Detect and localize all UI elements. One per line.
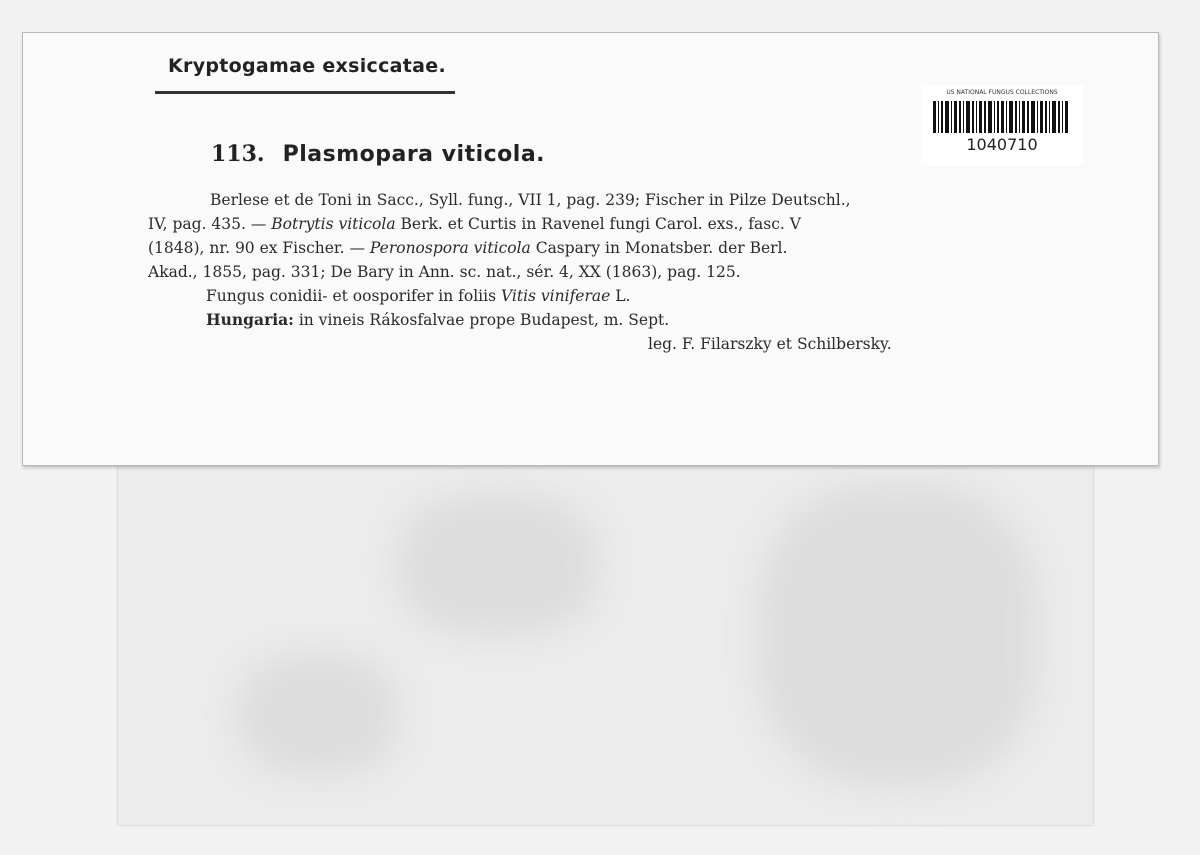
host-name: Vitis viniferae (500, 287, 611, 305)
locality-line: Hungaria: in vineis Rákosfalvae prope Budapest, m. Sept. (206, 310, 670, 329)
specimen-stain (398, 495, 598, 635)
specimen-label (22, 32, 1159, 466)
country: Hungaria: (206, 310, 294, 329)
synonym-name: Botrytis viticola (271, 215, 396, 233)
catalog-number: 1040710 (966, 135, 1038, 154)
taxon-name: Plasmopara viticola. (282, 142, 546, 167)
citation-line: IV, pag. 435. — Botrytis viticola Berk. et Curtis in Ravenel fungi Carol. exs., fasc. V (148, 215, 801, 233)
series-underline (155, 91, 455, 94)
specimen-stain (238, 655, 398, 775)
barcode-caption: US NATIONAL FUNGUS COLLECTIONS (946, 89, 1058, 96)
exsiccata-number: 113. (211, 141, 265, 167)
collector-line: leg. F. Filarszky et Schilbersky. (648, 335, 892, 353)
specimen-stain (758, 485, 1038, 785)
taxon-heading (211, 141, 545, 167)
specimen-packet (118, 455, 1093, 825)
citation-block (148, 188, 1048, 356)
citation-line: Berlese et de Toni in Sacc., Syll. fung., VII 1, pag. 239; Fischer in Pilze Deutschl., (210, 191, 851, 209)
barcode-icon (933, 101, 1071, 133)
series-title: Kryptogamae exsiccatae. (168, 55, 446, 77)
synonym-name: Peronospora viticola (369, 239, 531, 257)
barcode-sticker (921, 85, 1083, 165)
host-line: Fungus conidii- et oosporifer in foliis Vitis viniferae L. (206, 287, 631, 305)
citation-line: (1848), nr. 90 ex Fischer. — Peronospora viticola Caspary in Monatsber. der Berl. (148, 239, 788, 257)
citation-line: Akad., 1855, pag. 331; De Bary in Ann. sc. nat., sér. 4, XX (1863), pag. 125. (148, 263, 741, 281)
